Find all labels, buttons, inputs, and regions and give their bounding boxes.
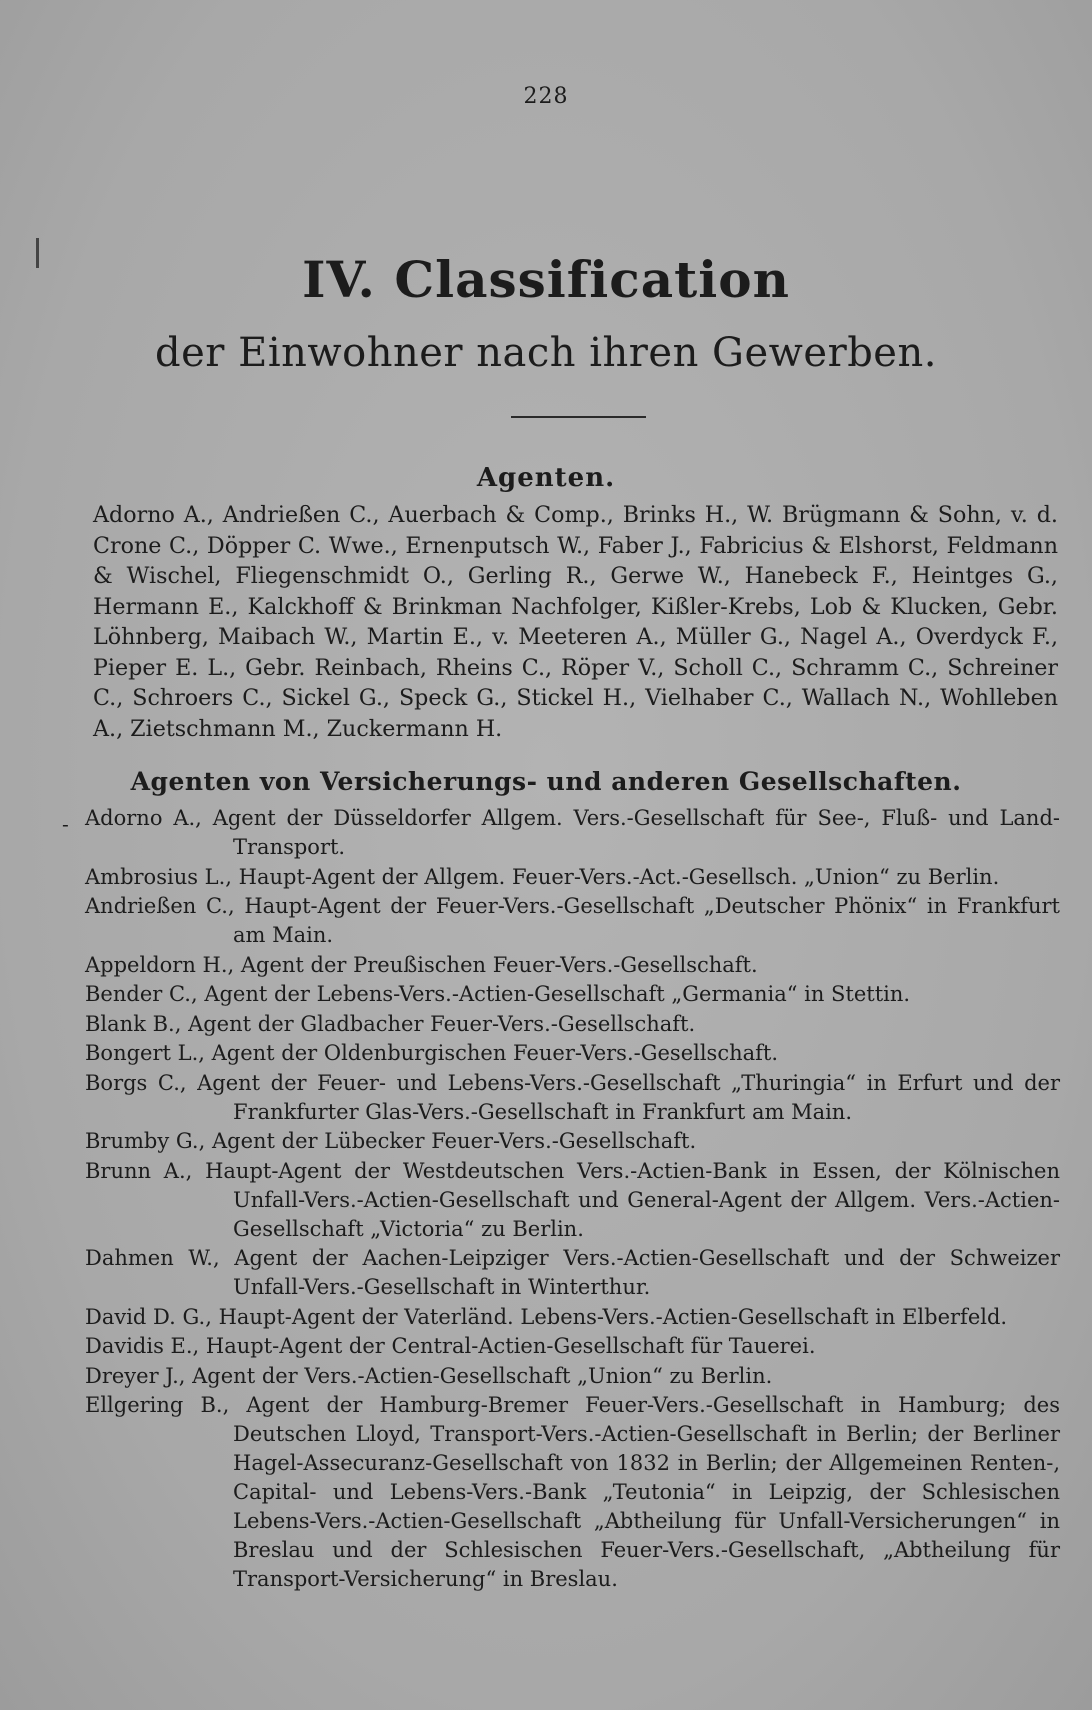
entry [85, 1332, 1060, 1361]
entry-name: Ellgering B., [85, 1393, 230, 1417]
section-heading-agenten: Agenten. [476, 463, 616, 493]
entry [85, 1244, 1060, 1302]
entry-name: Bender C., [85, 982, 198, 1006]
section-heading-versicherung: Agenten von Versicherungs- und anderen Gesellschaften. [130, 767, 962, 796]
chapter-title: IV. Classification [302, 250, 790, 309]
entry [85, 1039, 1060, 1068]
entry-text: Haupt-Agent der Feuer-Vers.-Gesellschaft „Deutscher Phönix“ in Frankfurt am Main. [233, 894, 1060, 947]
entry-name: Dreyer J., [85, 1363, 186, 1388]
entry-text: Agent der Hamburg-Bremer Feuer-Vers.-Gesellschaft in Hamburg; des Deutschen Lloyd, Transport-Vers.-Actien-Gesellschaft in Berlin; der Berliner Hagel-Assecuranz-Gesellschaft von 1832 in Berlin; der Allgemeinen Renten-, Capital- und Lebens-Vers.-Bank „Teutonia“ in Leipzig, der Schlesischen Lebens-Vers.-Actien-Gesellschaft „Abtheilung für Unfall-Versicherungen“ in Breslau und der Schlesischen Feuer-Vers.-Gesellschaft, „Abtheilung für Transport-Versicherung“ in Breslau. [233, 1393, 1060, 1591]
entry-name: Davidis E., [85, 1334, 200, 1358]
entry-name: Blank B., [85, 1011, 182, 1036]
entry-text: Agent der Lebens-Vers.-Actien-Gesellschaft „Germania“ in Stettin. [204, 982, 911, 1006]
entry-name: Brunn A., [85, 1158, 193, 1183]
entry-name: Adorno A., [85, 806, 202, 830]
entry [85, 980, 1060, 1009]
entry-name: Appeldorn H., [85, 952, 235, 977]
entry-text: Agent der Aachen-Leipziger Vers.-Actien-Gesellschaft und der Schweizer Unfall-Vers.-Gesellschaft in Winterthur. [233, 1246, 1060, 1299]
entry [85, 863, 1060, 892]
margin-dash: - [62, 812, 69, 836]
entry-name: Bongert L., [85, 1041, 205, 1065]
entry [85, 1127, 1060, 1156]
entry-name: Andrießen C., [85, 894, 235, 918]
entry-name: Dahmen W., [85, 1246, 220, 1270]
entry [85, 804, 1060, 862]
entry-text: Agent der Gladbacher Feuer-Vers.-Gesellschaft. [188, 1011, 696, 1036]
entry-text: Agent der Düsseldorfer Allgem. Vers.-Gesellschaft für See-, Fluß- und Land-Transport. [212, 806, 1060, 859]
entry-text: Agent der Vers.-Actien-Gesellschaft „Union“ zu Berlin. [192, 1363, 773, 1388]
entry-text: Haupt-Agent der Allgem. Feuer-Vers.-Act.-Gesellsch. „Union“ zu Berlin. [238, 864, 1000, 889]
entry [85, 1391, 1060, 1594]
entry-name: David D. G., [85, 1304, 212, 1329]
entry-text: Haupt-Agent der Vaterländ. Lebens-Vers.-Actien-Gesellschaft in Elberfeld. [218, 1304, 1008, 1329]
entry-text: Haupt-Agent der Central-Actien-Gesellschaft für Tauerei. [205, 1334, 816, 1358]
entry-text: Agent der Feuer- und Lebens-Vers.-Gesellschaft „Thuringia“ in Erfurt und der Frankfurter Glas-Vers.-Gesellschaft in Frankfurt am Main. [197, 1070, 1060, 1124]
entry-name: Borgs C., [85, 1070, 187, 1095]
page-number: 228 [523, 84, 569, 109]
entry [85, 1303, 1060, 1332]
agenten-list: Adorno A., Andrießen C., Auerbach & Comp., Brinks H., W. Brügmann & Sohn, v. d. Crone C., Döpper C. Wwe., Ernenputsch W., Faber J., Fabricius & Elshorst, Feldmann & Wischel, Fliegenschmidt O., Gerling R., Gerwe W., Hanebeck F., Heintges G., Hermann E., Kalckhoff & Brinkman Nachfolger, Kißler-Krebs, Lob & Klucken, Gebr. Löhnberg, Maibach W., Martin E., v. Meeteren A., Müller G., Nagel A., Overdyck F., Pieper E. L., Gebr. Reinbach, Rheins C., Röper V., Scholl C., Schramm C., Schreiner C., Schroers C., Sickel G., Speck G., Stickel H., Vielhaber C., Wallach N., Wohlleben A., Zietschmann M., Zuckermann H. [93, 502, 1058, 742]
entry [85, 951, 1060, 980]
entry-name: Ambrosius L., [85, 864, 232, 889]
entry-text: Haupt-Agent der Westdeutschen Vers.-Actien-Bank in Essen, der Kölnischen Unfall-Vers.-Actien-Gesellschaft und General-Agent der Allgem. Vers.-Actien-Gesellschaft „Victoria“ zu Berlin. [205, 1158, 1060, 1241]
entry [85, 1069, 1060, 1127]
entry [85, 892, 1060, 950]
insurance-agent-entries [85, 804, 1060, 1595]
entry-text: Agent der Oldenburgischen Feuer-Vers.-Gesellschaft. [211, 1041, 779, 1065]
divider [511, 416, 646, 418]
entry [85, 1362, 1060, 1391]
entry-text: Agent der Preußischen Feuer-Vers.-Gesellschaft. [240, 952, 758, 977]
entry-text: Agent der Lübecker Feuer-Vers.-Gesellschaft. [211, 1129, 697, 1153]
chapter-subtitle: der Einwohner nach ihren Gewerben. [155, 330, 937, 376]
entry-name: Brumby G., [85, 1129, 206, 1153]
entry [85, 1010, 1060, 1039]
entry [85, 1157, 1060, 1244]
